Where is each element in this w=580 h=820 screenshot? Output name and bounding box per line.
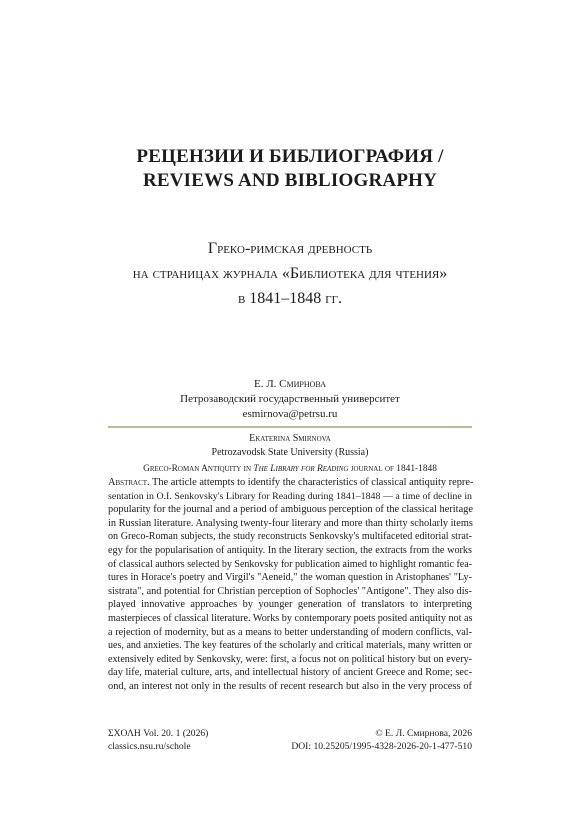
divider-rule	[108, 426, 472, 428]
section-heading	[0, 145, 580, 193]
abstract-line: played innovative approaches by younger generation of translators to interpreting	[108, 599, 472, 611]
abstract	[108, 476, 472, 694]
abstract-line: sistrata", and potential for Christian perception of Sophocles' "Antigone". They also dis-	[108, 585, 472, 597]
article-title-line1: Греко-римская древность	[207, 240, 373, 257]
abstract-line: day life, material culture, arts, and intellectual history of ancient Greece and Rome; sec-	[108, 667, 472, 679]
abstract-line: of classical authors selected by Senkovsky for publication aimed to highlight romantic fea-	[108, 558, 472, 570]
abstract-label: Abstract.	[108, 477, 150, 488]
section-heading-en: REVIEWS AND BIBLIOGRAPHY	[142, 170, 438, 191]
abstract-line: tures in Horace's poetry and Virgil's "Aeneid," the woman question in Aristophanes' "Ly-	[108, 572, 472, 584]
article-title-line2: на страницах журнала «Библиотека для чтения»	[132, 265, 448, 282]
abstract-line-0: Abstract. The article attempts to identify the characteristics of classical antiquity repre-	[108, 477, 474, 488]
english-title	[0, 464, 580, 474]
abstract-line: popularity for the journal and a period of ambiguous perception of the classical heritage	[108, 504, 473, 516]
doi[interactable]: DOI: 10.25205/1995-4328-2026-20-1-477-510	[291, 741, 472, 752]
journal-info: ΣΧΟΛΗ Vol. 20. 1 (2026)	[108, 728, 209, 739]
author-affiliation-ru: Петрозаводский государственный университет	[180, 393, 400, 405]
author-affiliation-en: Petrozavodsk State University (Russia)	[211, 447, 369, 458]
section-heading-ru: РЕЦЕНЗИИ И БИБЛИОГРАФИЯ /	[136, 146, 444, 167]
author-email: esmirnova@petrsu.ru	[242, 408, 338, 420]
copyright: © Е. Л. Смирнова, 2026	[375, 728, 472, 739]
abstract-line: masterpieces of classical literature. Works by contemporary poets posited antiquity not as	[108, 612, 473, 624]
abstract-line: egy for the popularisation of antiquity. In the literary section, the extracts from the works	[108, 544, 472, 556]
journal-url[interactable]: classics.nsu.ru/schole	[108, 741, 191, 752]
english-title-part1: Greco-Roman Antiquity in	[143, 464, 252, 474]
footer-right	[291, 727, 472, 753]
author-block-ru	[0, 377, 580, 422]
author-name-en: Ekaterina Smirnova	[249, 433, 331, 444]
article-title-line3: в 1841–1848 гг.	[237, 290, 343, 307]
article-title	[0, 236, 580, 311]
author-block-en	[0, 432, 580, 460]
footer-left	[108, 727, 208, 753]
abstract-line: ond, an interest not only in the results of recent research but also in the very process of	[108, 680, 472, 692]
abstract-line: sentation in O.I. Senkovsky's Library for Reading during 1841–1848 — a time of decline in	[108, 490, 472, 502]
author-name-ru: Е. Л. Смирнова	[253, 378, 327, 390]
english-title-journal: The Library for Reading	[253, 464, 349, 474]
abstract-line: ues, and anxieties. The key features of the scholarly and critical materials, many written or	[108, 640, 472, 652]
abstract-line: extensively edited by Senkovsky, were: first, a focus not on political history but on every-	[108, 653, 472, 665]
english-title-part3: journal of 1841-1848	[350, 464, 437, 474]
abstract-line: in Russian literature. Analysing twenty-four literary and more than thirty scholarly items	[108, 517, 473, 529]
abstract-line: a rejection of modernity, but as a means to better understanding of modern conflicts, val-	[108, 626, 472, 638]
abstract-line: on Greco-Roman subjects, the study reconstructs Senkovsky's multifaceted editorial strat-	[108, 531, 472, 543]
